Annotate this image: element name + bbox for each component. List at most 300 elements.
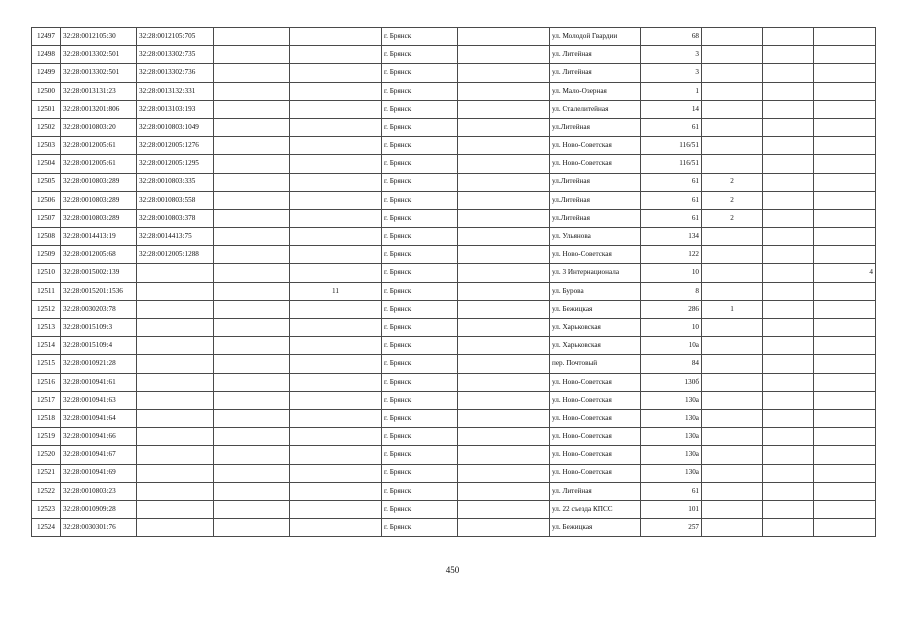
building-cell <box>702 337 763 355</box>
flat-cell <box>814 500 876 518</box>
cadastral-number-cell: 32:28:0010909:28 <box>61 500 137 518</box>
blank-cell-c <box>763 246 814 264</box>
city-cell: г. Брянск <box>382 46 458 64</box>
blank-cell-c <box>763 228 814 246</box>
blank-cell-a <box>214 300 290 318</box>
house-number-cell: 130а <box>641 409 702 427</box>
table-row <box>32 373 876 391</box>
flat-cell <box>814 155 876 173</box>
house-number-cell: 84 <box>641 355 702 373</box>
object-number-cell <box>137 282 214 300</box>
building-cell: 2 <box>702 191 763 209</box>
city-cell: г. Брянск <box>382 446 458 464</box>
blank-cell-a <box>214 191 290 209</box>
blank-cell-b <box>458 137 550 155</box>
city-cell: г. Брянск <box>382 209 458 227</box>
object-number-cell <box>137 391 214 409</box>
extra-code-cell <box>290 100 382 118</box>
blank-cell-a <box>214 209 290 227</box>
cadastral-number-cell: 32:28:0010803:289 <box>61 173 137 191</box>
building-cell: 2 <box>702 173 763 191</box>
blank-cell-c <box>763 137 814 155</box>
building-cell: 1 <box>702 300 763 318</box>
house-number-cell: 130а <box>641 446 702 464</box>
table-row <box>32 355 876 373</box>
street-cell: ул. Сталелитейная <box>550 100 641 118</box>
blank-cell-c <box>763 28 814 46</box>
object-number-cell: 32:28:0012005:1288 <box>137 246 214 264</box>
flat-cell <box>814 391 876 409</box>
blank-cell-a <box>214 137 290 155</box>
blank-cell-c <box>763 428 814 446</box>
cadastral-number-cell: 32:28:0013131:23 <box>61 82 137 100</box>
building-cell <box>702 428 763 446</box>
object-number-cell: 32:28:0013302:735 <box>137 46 214 64</box>
row-number-cell: 12507 <box>32 209 61 227</box>
table-row <box>32 428 876 446</box>
table-row <box>32 118 876 136</box>
cadastral-number-cell: 32:28:0015201:1536 <box>61 282 137 300</box>
extra-code-cell <box>290 355 382 373</box>
street-cell: ул. Ново-Советская <box>550 428 641 446</box>
blank-cell-c <box>763 173 814 191</box>
blank-cell-b <box>458 319 550 337</box>
city-cell: г. Брянск <box>382 173 458 191</box>
cadastral-number-cell: 32:28:0010803:23 <box>61 482 137 500</box>
blank-cell-b <box>458 82 550 100</box>
object-number-cell: 32:28:0010803:1049 <box>137 118 214 136</box>
cadastral-number-cell: 32:28:0010941:67 <box>61 446 137 464</box>
street-cell: ул. Мало-Озерная <box>550 82 641 100</box>
cadastral-number-cell: 32:28:0012005:61 <box>61 155 137 173</box>
city-cell: г. Брянск <box>382 355 458 373</box>
cadastral-number-cell: 32:28:0010941:61 <box>61 373 137 391</box>
city-cell: г. Брянск <box>382 373 458 391</box>
building-cell <box>702 137 763 155</box>
cadastral-number-cell: 32:28:0012005:61 <box>61 137 137 155</box>
table-row <box>32 28 876 46</box>
building-cell <box>702 228 763 246</box>
row-number-cell: 12503 <box>32 137 61 155</box>
blank-cell-c <box>763 264 814 282</box>
extra-code-cell <box>290 409 382 427</box>
house-number-cell: 3 <box>641 46 702 64</box>
building-cell <box>702 482 763 500</box>
flat-cell <box>814 446 876 464</box>
city-cell: г. Брянск <box>382 155 458 173</box>
city-cell: г. Брянск <box>382 500 458 518</box>
blank-cell-c <box>763 446 814 464</box>
blank-cell-b <box>458 173 550 191</box>
building-cell <box>702 409 763 427</box>
extra-code-cell <box>290 82 382 100</box>
blank-cell-c <box>763 519 814 537</box>
blank-cell-b <box>458 191 550 209</box>
row-number-cell: 12524 <box>32 519 61 537</box>
table-row <box>32 246 876 264</box>
cadastral-number-cell: 32:28:0030203:78 <box>61 300 137 318</box>
street-cell: ул. Бежицкая <box>550 300 641 318</box>
blank-cell-a <box>214 446 290 464</box>
house-number-cell: 116/51 <box>641 155 702 173</box>
city-cell: г. Брянск <box>382 137 458 155</box>
object-number-cell: 32:28:0010803:378 <box>137 209 214 227</box>
object-number-cell: 32:28:0012105:705 <box>137 28 214 46</box>
blank-cell-c <box>763 409 814 427</box>
cadastral-number-cell: 32:28:0013201:806 <box>61 100 137 118</box>
blank-cell-b <box>458 100 550 118</box>
house-number-cell: 10а <box>641 337 702 355</box>
table-row <box>32 500 876 518</box>
object-number-cell <box>137 300 214 318</box>
house-number-cell: 14 <box>641 100 702 118</box>
blank-cell-b <box>458 264 550 282</box>
blank-cell-a <box>214 373 290 391</box>
city-cell: г. Брянск <box>382 64 458 82</box>
blank-cell-a <box>214 100 290 118</box>
blank-cell-a <box>214 118 290 136</box>
table-row <box>32 137 876 155</box>
house-number-cell: 61 <box>641 173 702 191</box>
house-number-cell: 130а <box>641 391 702 409</box>
blank-cell-b <box>458 446 550 464</box>
flat-cell <box>814 82 876 100</box>
flat-cell <box>814 100 876 118</box>
flat-cell <box>814 337 876 355</box>
house-number-cell: 10 <box>641 264 702 282</box>
street-cell: ул. Литейная <box>550 482 641 500</box>
row-number-cell: 12506 <box>32 191 61 209</box>
extra-code-cell <box>290 191 382 209</box>
row-number-cell: 12505 <box>32 173 61 191</box>
street-cell: ул. Ново-Советская <box>550 391 641 409</box>
object-number-cell: 32:28:0010803:558 <box>137 191 214 209</box>
row-number-cell: 12523 <box>32 500 61 518</box>
blank-cell-a <box>214 173 290 191</box>
table-row <box>32 446 876 464</box>
blank-cell-b <box>458 391 550 409</box>
blank-cell-a <box>214 319 290 337</box>
object-number-cell <box>137 446 214 464</box>
street-cell: ул. Ново-Советская <box>550 155 641 173</box>
building-cell <box>702 519 763 537</box>
object-number-cell <box>137 519 214 537</box>
blank-cell-c <box>763 64 814 82</box>
street-cell: ул. Молодой Гвардии <box>550 28 641 46</box>
blank-cell-c <box>763 319 814 337</box>
blank-cell-a <box>214 246 290 264</box>
extra-code-cell <box>290 264 382 282</box>
cadastral-number-cell: 32:28:0015109:4 <box>61 337 137 355</box>
blank-cell-c <box>763 300 814 318</box>
flat-cell <box>814 373 876 391</box>
cadastral-number-cell: 32:28:0010941:66 <box>61 428 137 446</box>
blank-cell-a <box>214 482 290 500</box>
blank-cell-c <box>763 373 814 391</box>
flat-cell <box>814 209 876 227</box>
table-row <box>32 100 876 118</box>
city-cell: г. Брянск <box>382 391 458 409</box>
blank-cell-a <box>214 64 290 82</box>
page-number: 450 <box>445 565 460 575</box>
street-cell: ул. Харьковская <box>550 319 641 337</box>
house-number-cell: 134 <box>641 228 702 246</box>
building-cell <box>702 500 763 518</box>
street-cell: ул. Ново-Советская <box>550 246 641 264</box>
row-number-cell: 12509 <box>32 246 61 264</box>
city-cell: г. Брянск <box>382 82 458 100</box>
blank-cell-a <box>214 409 290 427</box>
street-cell: ул. Харьковская <box>550 337 641 355</box>
street-cell: ул. Бурова <box>550 282 641 300</box>
cadastral-number-cell: 32:28:0030301:76 <box>61 519 137 537</box>
cadastral-number-cell: 32:28:0013302:501 <box>61 64 137 82</box>
table-row <box>32 482 876 500</box>
row-number-cell: 12512 <box>32 300 61 318</box>
object-number-cell: 32:28:0012005:1276 <box>137 137 214 155</box>
extra-code-cell <box>290 391 382 409</box>
row-number-cell: 12504 <box>32 155 61 173</box>
flat-cell <box>814 191 876 209</box>
blank-cell-a <box>214 391 290 409</box>
object-number-cell <box>137 355 214 373</box>
house-number-cell: 61 <box>641 191 702 209</box>
extra-code-cell <box>290 228 382 246</box>
row-number-cell: 12498 <box>32 46 61 64</box>
flat-cell <box>814 519 876 537</box>
blank-cell-a <box>214 264 290 282</box>
blank-cell-a <box>214 282 290 300</box>
extra-code-cell <box>290 246 382 264</box>
object-number-cell <box>137 464 214 482</box>
blank-cell-b <box>458 118 550 136</box>
house-number-cell: 116/51 <box>641 137 702 155</box>
row-number-cell: 12513 <box>32 319 61 337</box>
house-number-cell: 130б <box>641 373 702 391</box>
object-number-cell <box>137 409 214 427</box>
blank-cell-a <box>214 355 290 373</box>
city-cell: г. Брянск <box>382 264 458 282</box>
street-cell: ул.Литейная <box>550 118 641 136</box>
building-cell <box>702 264 763 282</box>
row-number-cell: 12497 <box>32 28 61 46</box>
object-number-cell <box>137 373 214 391</box>
street-cell: ул. 3 Интернационала <box>550 264 641 282</box>
object-number-cell: 32:28:0010803:335 <box>137 173 214 191</box>
cadastral-number-cell: 32:28:0010941:69 <box>61 464 137 482</box>
row-number-cell: 12518 <box>32 409 61 427</box>
street-cell: ул.Литейная <box>550 209 641 227</box>
table-row <box>32 264 876 282</box>
flat-cell <box>814 482 876 500</box>
house-number-cell: 101 <box>641 500 702 518</box>
blank-cell-c <box>763 355 814 373</box>
flat-cell <box>814 46 876 64</box>
street-cell: ул. Ново-Советская <box>550 464 641 482</box>
street-cell: ул. Ново-Советская <box>550 446 641 464</box>
city-cell: г. Брянск <box>382 228 458 246</box>
building-cell: 2 <box>702 209 763 227</box>
blank-cell-c <box>763 100 814 118</box>
blank-cell-b <box>458 409 550 427</box>
blank-cell-b <box>458 300 550 318</box>
blank-cell-a <box>214 82 290 100</box>
house-number-cell: 286 <box>641 300 702 318</box>
flat-cell <box>814 118 876 136</box>
flat-cell <box>814 173 876 191</box>
extra-code-cell: 11 <box>290 282 382 300</box>
city-cell: г. Брянск <box>382 519 458 537</box>
extra-code-cell <box>290 428 382 446</box>
blank-cell-b <box>458 209 550 227</box>
street-cell: ул.Литейная <box>550 173 641 191</box>
cadastral-number-cell: 32:28:0010803:289 <box>61 191 137 209</box>
blank-cell-a <box>214 428 290 446</box>
extra-code-cell <box>290 137 382 155</box>
object-number-cell <box>137 264 214 282</box>
blank-cell-b <box>458 428 550 446</box>
street-cell: ул. Ново-Советская <box>550 409 641 427</box>
extra-code-cell <box>290 482 382 500</box>
cadastral-number-cell: 32:28:0010921:28 <box>61 355 137 373</box>
extra-code-cell <box>290 373 382 391</box>
house-number-cell: 68 <box>641 28 702 46</box>
blank-cell-b <box>458 46 550 64</box>
cadastral-number-cell: 32:28:0015109:3 <box>61 319 137 337</box>
house-number-cell: 130а <box>641 464 702 482</box>
table-row <box>32 519 876 537</box>
blank-cell-c <box>763 464 814 482</box>
blank-cell-b <box>458 355 550 373</box>
house-number-cell: 1 <box>641 82 702 100</box>
city-cell: г. Брянск <box>382 100 458 118</box>
house-number-cell: 122 <box>641 246 702 264</box>
house-number-cell: 130а <box>641 428 702 446</box>
city-cell: г. Брянск <box>382 282 458 300</box>
house-number-cell: 61 <box>641 209 702 227</box>
row-number-cell: 12517 <box>32 391 61 409</box>
blank-cell-a <box>214 337 290 355</box>
city-cell: г. Брянск <box>382 118 458 136</box>
table-row <box>32 173 876 191</box>
building-cell <box>702 28 763 46</box>
object-number-cell <box>137 319 214 337</box>
city-cell: г. Брянск <box>382 319 458 337</box>
cadastral-number-cell: 32:28:0010941:63 <box>61 391 137 409</box>
blank-cell-a <box>214 464 290 482</box>
building-cell <box>702 446 763 464</box>
blank-cell-c <box>763 191 814 209</box>
blank-cell-c <box>763 209 814 227</box>
building-cell <box>702 355 763 373</box>
blank-cell-a <box>214 155 290 173</box>
building-cell <box>702 64 763 82</box>
registry-table-body <box>32 28 876 537</box>
blank-cell-c <box>763 118 814 136</box>
table-row <box>32 209 876 227</box>
flat-cell <box>814 355 876 373</box>
blank-cell-c <box>763 482 814 500</box>
building-cell <box>702 82 763 100</box>
street-cell: ул. Бежицкая <box>550 519 641 537</box>
extra-code-cell <box>290 28 382 46</box>
row-number-cell: 12522 <box>32 482 61 500</box>
city-cell: г. Брянск <box>382 337 458 355</box>
house-number-cell: 3 <box>641 64 702 82</box>
blank-cell-b <box>458 282 550 300</box>
flat-cell <box>814 282 876 300</box>
building-cell <box>702 319 763 337</box>
row-number-cell: 12515 <box>32 355 61 373</box>
street-cell: ул. Ново-Советская <box>550 137 641 155</box>
flat-cell <box>814 246 876 264</box>
table-row <box>32 409 876 427</box>
street-cell: ул. Ново-Советская <box>550 373 641 391</box>
blank-cell-a <box>214 28 290 46</box>
extra-code-cell <box>290 173 382 191</box>
row-number-cell: 12520 <box>32 446 61 464</box>
flat-cell <box>814 409 876 427</box>
house-number-cell: 10 <box>641 319 702 337</box>
flat-cell <box>814 137 876 155</box>
blank-cell-a <box>214 519 290 537</box>
street-cell: ул. Ульянова <box>550 228 641 246</box>
extra-code-cell <box>290 46 382 64</box>
object-number-cell <box>137 500 214 518</box>
city-cell: г. Брянск <box>382 464 458 482</box>
table-row <box>32 464 876 482</box>
row-number-cell: 12502 <box>32 118 61 136</box>
blank-cell-b <box>458 500 550 518</box>
blank-cell-b <box>458 228 550 246</box>
flat-cell <box>814 319 876 337</box>
house-number-cell: 8 <box>641 282 702 300</box>
city-cell: г. Брянск <box>382 28 458 46</box>
city-cell: г. Брянск <box>382 428 458 446</box>
extra-code-cell <box>290 464 382 482</box>
blank-cell-c <box>763 46 814 64</box>
flat-cell <box>814 228 876 246</box>
blank-cell-b <box>458 28 550 46</box>
object-number-cell <box>137 428 214 446</box>
building-cell <box>702 282 763 300</box>
table-row <box>32 228 876 246</box>
street-cell: ул. Литейная <box>550 64 641 82</box>
extra-code-cell <box>290 118 382 136</box>
building-cell <box>702 373 763 391</box>
object-number-cell: 32:28:0012005:1295 <box>137 155 214 173</box>
city-cell: г. Брянск <box>382 409 458 427</box>
blank-cell-c <box>763 155 814 173</box>
building-cell <box>702 464 763 482</box>
building-cell <box>702 391 763 409</box>
building-cell <box>702 46 763 64</box>
building-cell <box>702 100 763 118</box>
flat-cell: 4 <box>814 264 876 282</box>
street-cell: ул. Литейная <box>550 46 641 64</box>
cadastral-number-cell: 32:28:0010803:20 <box>61 118 137 136</box>
table-row <box>32 191 876 209</box>
object-number-cell: 32:28:0013302:736 <box>137 64 214 82</box>
cadastral-number-cell: 32:28:0015002:139 <box>61 264 137 282</box>
blank-cell-b <box>458 155 550 173</box>
blank-cell-a <box>214 500 290 518</box>
extra-code-cell <box>290 446 382 464</box>
row-number-cell: 12510 <box>32 264 61 282</box>
extra-code-cell <box>290 64 382 82</box>
cadastral-number-cell: 32:28:0012105:30 <box>61 28 137 46</box>
building-cell <box>702 246 763 264</box>
